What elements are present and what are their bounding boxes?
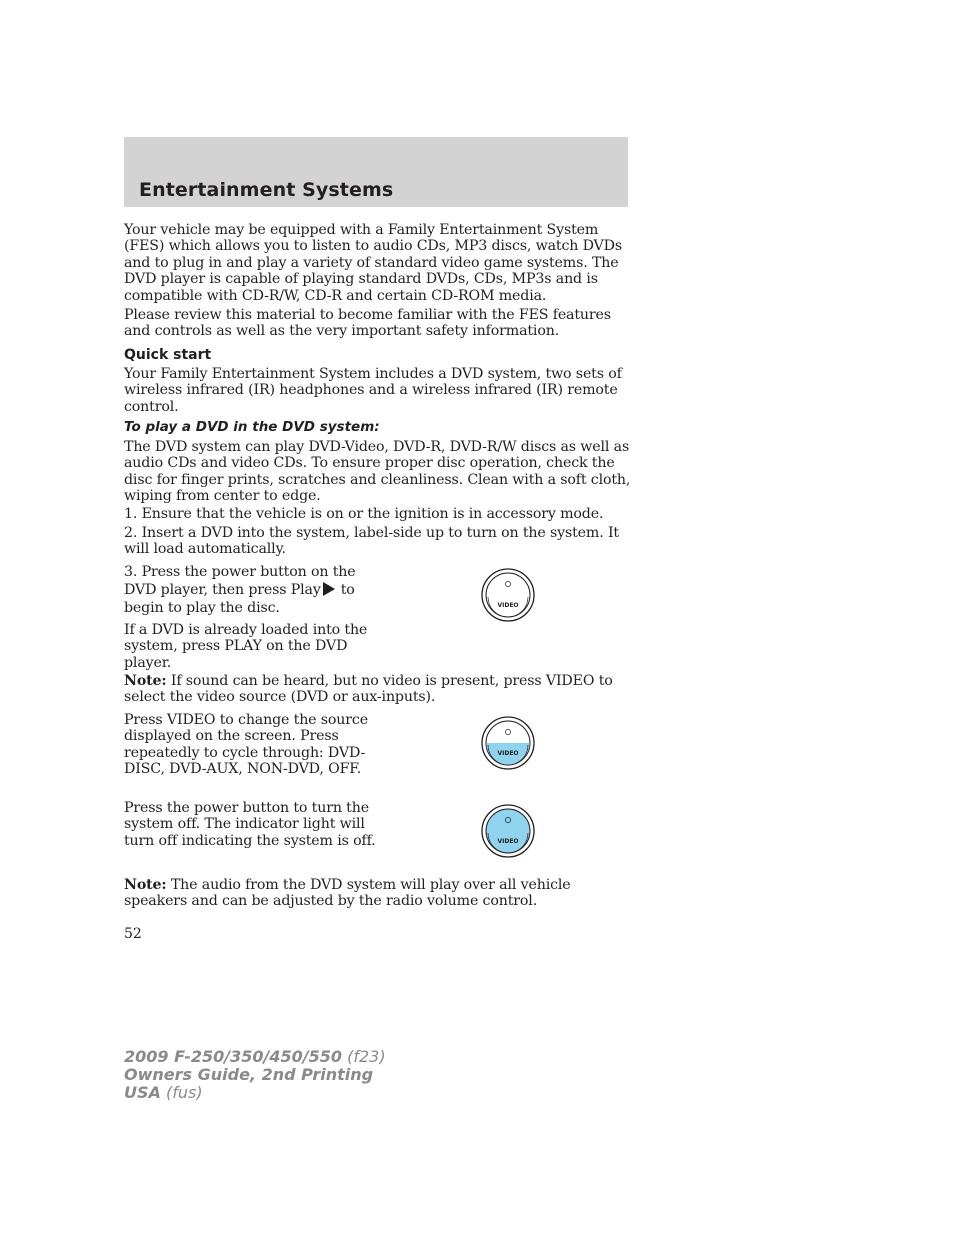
note-2-text: The audio from the DVD system will play over all vehicle speakers and can be adjusted by the radio volume control.	[124, 877, 571, 910]
footer-publication-info	[124, 1048, 386, 1102]
footer-market-code: (fus)	[160, 1083, 203, 1102]
note-1	[124, 673, 632, 706]
power-button-highlighted-icon	[480, 803, 536, 859]
quick-start-paragraph: Your Family Entertainment System includes a DVD system, two sets of wireless infrared (IR) headphones and a wireless infrared (IR) remote control.	[124, 366, 622, 415]
footer-market: USA	[124, 1083, 161, 1102]
dvd-loaded-paragraph: If a DVD is already loaded into the system, press PLAY on the DVD player.	[124, 622, 368, 671]
step-3-text-before: 3. Press the power button on the DVD player, then press Play	[124, 564, 356, 598]
button-label: VIDEO	[497, 838, 519, 845]
step-2: 2. Insert a DVD into the system, label-side up to turn on the system. It will load automatically.	[124, 525, 619, 558]
intro-paragraph-2: Please review this material to become familiar with the FES features and controls as well as the very important safety information.	[124, 307, 611, 340]
note-1-label: Note:	[124, 673, 167, 689]
footer-model-code: (f23)	[342, 1047, 386, 1066]
play-dvd-paragraph: The DVD system can play DVD-Video, DVD-R, DVD-R/W discs as well as audio CDs and video CDs. To ensure proper disc operation, check the disc for finger prints, scratches and cleanliness. Clean with a soft cloth, wiping from center to edge.	[124, 439, 631, 505]
power-off-paragraph: Press the power button to turn the system off. The indicator light will turn off indicating the system is off.	[124, 800, 376, 849]
note-1-text: If sound can be heard, but no video is present, press VIDEO to select the video source (DVD or aux-inputs).	[124, 673, 613, 706]
page-number: 52	[124, 926, 142, 942]
button-label: VIDEO	[497, 602, 519, 609]
note-2-label: Note:	[124, 877, 167, 893]
play-icon	[323, 582, 335, 596]
footer-line-3	[124, 1084, 386, 1102]
video-button-paragraph: Press VIDEO to change the source displayed on the screen. Press repeatedly to cycle through: DVD-DISC, DVD-AUX, NON-DVD, OFF.	[124, 712, 368, 778]
video-button-highlighted-icon	[480, 715, 536, 771]
dvd-power-button-icon	[480, 567, 536, 623]
quick-start-heading: Quick start	[124, 347, 212, 363]
footer-line-1	[124, 1048, 386, 1066]
section-header-band	[124, 137, 628, 207]
play-dvd-heading: To play a DVD in the DVD system:	[124, 419, 380, 435]
footer-line-2: Owners Guide, 2nd Printing	[124, 1065, 374, 1084]
footer-model: 2009 F-250/350/450/550	[124, 1047, 342, 1066]
section-title: Entertainment Systems	[139, 179, 394, 201]
step-3-text-after: to begin to play the disc.	[124, 582, 355, 616]
button-label: VIDEO	[497, 750, 519, 757]
step-3	[124, 563, 379, 617]
note-2	[124, 877, 632, 910]
step-1: 1. Ensure that the vehicle is on or the ignition is in accessory mode.	[124, 506, 604, 522]
intro-paragraph-1: Your vehicle may be equipped with a Family Entertainment System (FES) which allows you to listen to audio CDs, MP3 discs, watch DVDs and to plug in and play a variety of standard video game systems. The DVD player is capable of playing standard DVDs, CDs, MP3s and is compatible with CD-R/W, CD-R and certain CD-ROM media.	[124, 222, 623, 304]
